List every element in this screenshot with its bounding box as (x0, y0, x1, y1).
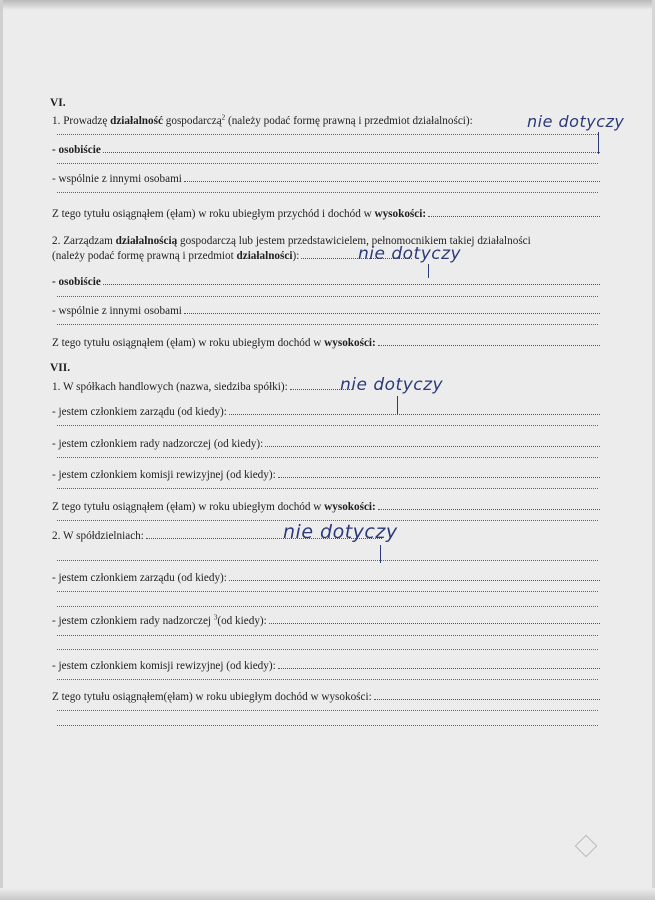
vii-item2-audit (52, 659, 600, 673)
vi-item1-jointly (52, 172, 600, 186)
dotted-fill-line (57, 634, 598, 636)
vii-item1-supervisory (52, 437, 600, 451)
dotted-fill-line (57, 295, 598, 297)
vi-item2-line2-prefix: (należy podać formę prawną i przedmiot (52, 250, 237, 262)
section-vi-heading: VI. (50, 97, 66, 109)
dotted-fill-line (57, 724, 598, 726)
board-label: - jestem członkiem zarządu (od kiedy): (52, 406, 227, 418)
dotted-fill-line (57, 590, 598, 592)
personally-label: - osobiście (52, 144, 101, 156)
supervisory-label: - jestem członkiem rady nadzorczej (od kiedy): (52, 438, 264, 450)
dotted-fill-line (57, 559, 598, 561)
vi-item1-handwritten-answer: nie dotyczy (527, 112, 625, 131)
dotted-fill-line (57, 648, 598, 650)
dotted-fill-line (57, 424, 598, 426)
vii-item2-board (52, 571, 600, 585)
dotted-fill-line (57, 191, 598, 193)
income-label: Z tego tytułu osiągnąłem(ęłam) w roku ubiegłym dochód w wysokości: (52, 691, 372, 703)
vi-item1-suffix: gospodarczą (162, 115, 222, 127)
vi-item2-rest: gospodarczą lub jestem przedstawicielem, pełnomocnikiem takiej działalności (177, 235, 531, 247)
vii-item2-income (52, 690, 600, 704)
income-prefix: Z tego tytułu osiągnąłem (ęłam) w roku ubiegłym dochód w (52, 501, 325, 513)
scan-top-edge (0, 0, 655, 10)
vi-item1-rest: (należy podać formę prawną i przedmiot działalności): (225, 115, 473, 127)
jointly-label: - wspólnie z innymi osobami (52, 173, 182, 185)
vi-item2-jointly (52, 304, 600, 318)
vii-item2-label: 2. W spółdzielniach: (52, 530, 144, 542)
dotted-fill-line (57, 162, 598, 164)
vii-item1-label: 1. W spółkach handlowych (nazwa, siedziba spółki): (52, 381, 288, 393)
vi-item2-handwritten-answer: nie dotyczy (358, 244, 462, 264)
scan-left-edge (0, 0, 3, 900)
vii-item2-supervisory (52, 614, 600, 628)
vi-item1-personally (52, 143, 600, 157)
income-bold: wysokości: (374, 208, 427, 220)
footnote-2: 2 (221, 113, 226, 122)
faint-scan-mark (575, 835, 598, 858)
vi-item1-income (52, 207, 600, 221)
vi-item2-bold: działalnością (115, 235, 178, 247)
vi-item1-line (52, 114, 600, 128)
income-bold: wysokości: (324, 337, 376, 349)
vii-item1-income (52, 500, 600, 514)
dotted-fill-line (57, 133, 598, 135)
scan-bottom-edge (0, 888, 655, 900)
footnote-3: 3 (213, 613, 218, 622)
vi-item2-line2-bold: działalności (236, 250, 293, 262)
income-prefix: Z tego tytułu osiągnąłem (ęłam) w roku ubiegłym przychód i dochód w (52, 208, 375, 220)
vi-item2-income (52, 336, 600, 350)
vi-item2-line (52, 234, 600, 248)
personally-label: - osobiście (52, 276, 101, 288)
jointly-label: - wspólnie z innymi osobami (52, 305, 182, 317)
dotted-fill-line (57, 487, 598, 489)
vii-item1-handwritten-answer: nie dotyczy (340, 375, 444, 395)
dotted-fill-line (57, 456, 598, 458)
income-prefix: Z tego tytułu osiągnąłem (ęłam) w roku ubiegłym dochód w (52, 337, 325, 349)
section-vii-heading: VII. (50, 362, 71, 374)
supervisory-suffix: (od kiedy): (217, 615, 267, 627)
vii-item1-line (52, 380, 352, 394)
audit-label: - jestem członkiem komisji rewizyjnej (od kiedy): (52, 469, 276, 481)
audit-label: - jestem członkiem komisji rewizyjnej (od kiedy): (52, 660, 276, 672)
dotted-fill-line (57, 678, 598, 680)
dotted-fill-line (57, 709, 598, 711)
income-bold: wysokości: (324, 501, 376, 513)
vi-item2-line2-suffix: ): (292, 250, 300, 262)
dotted-fill-line (57, 323, 598, 325)
vi-item2-personally (52, 275, 600, 289)
supervisory-prefix: - jestem członkiem rady nadzorczej (52, 615, 214, 627)
vii-item2-handwritten-answer: nie dotyczy (283, 521, 398, 543)
dotted-fill-line (57, 605, 598, 607)
vi-item1-prefix: 1. Prowadzę (52, 115, 111, 127)
vi-item1-bold: działalność (110, 115, 163, 127)
vi-item2-prefix: 2. Zarządzam (52, 235, 116, 247)
vii-item1-board (52, 405, 600, 419)
board-label: - jestem członkiem zarządu (od kiedy): (52, 572, 227, 584)
vii-item1-audit (52, 468, 600, 482)
